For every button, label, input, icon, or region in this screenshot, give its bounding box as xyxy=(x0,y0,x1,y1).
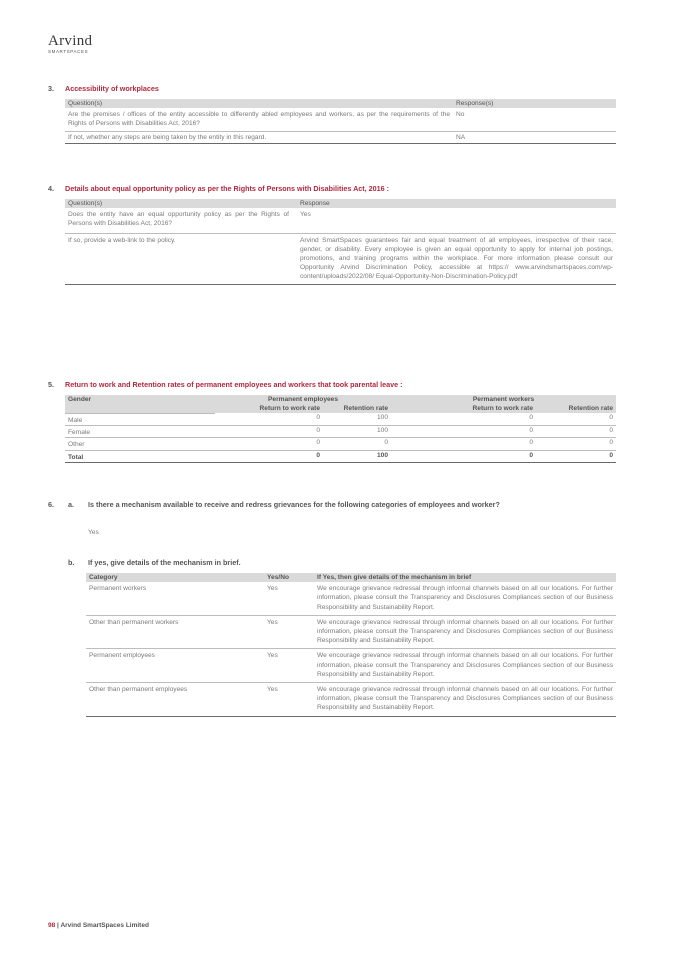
gender-cell: Female xyxy=(65,426,215,438)
value-cell: 100 xyxy=(323,450,391,462)
col-response: Response(s) xyxy=(453,99,616,108)
gender-cell: Other xyxy=(65,438,215,450)
group-permanent-workers: Permanent workers xyxy=(391,395,616,404)
category-cell: Permanent workers xyxy=(86,582,264,615)
company-logo xyxy=(48,34,92,54)
value-cell: 0 xyxy=(215,426,323,438)
item-a-question: Is there a mechanism available to receive and redress grievances for the following categories of employees and worker? xyxy=(88,500,500,509)
value-cell: 100 xyxy=(323,426,391,438)
item-a-letter: a. xyxy=(68,500,74,509)
answer-cell: No xyxy=(453,108,616,131)
col-return-rate-employees: Return to work rate xyxy=(215,404,323,413)
value-cell: 0 xyxy=(391,438,536,450)
page-number: 98 xyxy=(48,922,56,929)
answer-cell: Arvind SmartSpaces guarantees fair and equal treatment of all employees, irrespective of their race, gender, or disability. Every employee is given an equal opportunity to apply for internal job postings, promotions, and training programs within the workplace. For more information please consult our Opportunity Arvind Discrimination Policy, accessible at https:// www.arvindsmartspaces.com/wp-content/uploads/2022/08/ Equal-Opportunity-Non-Discrimination-Policy.pdf xyxy=(297,233,616,284)
col-return-rate-workers: Return to work rate xyxy=(391,404,536,413)
table-row xyxy=(65,108,616,131)
question-cell: If not, whether any steps are being taken by the entity in this regard. xyxy=(65,131,453,143)
group-permanent-employees: Permanent employees xyxy=(215,395,391,404)
parental-leave-table xyxy=(65,395,616,463)
value-cell: 0 xyxy=(215,413,323,425)
col-retention-rate-employees: Retention rate xyxy=(323,404,391,413)
section-3-number: 3. xyxy=(48,84,54,93)
mechanism-cell: We encourage grievance redressal through informal channels based on all our locations. For further information, please consult the Transparency and Disclosures Compliances section of our Business Responsibility and Sustainability Report. xyxy=(314,615,616,649)
yes-no-cell: Yes xyxy=(264,683,314,717)
table-row xyxy=(86,683,616,717)
gender-cell: Total xyxy=(65,450,215,462)
answer-cell: Yes xyxy=(297,208,616,233)
section-5-number: 5. xyxy=(48,380,54,389)
logo-wordmark: Arvind xyxy=(48,33,93,49)
table-row xyxy=(65,413,616,425)
category-cell: Permanent employees xyxy=(86,649,264,683)
col-question: Question(s) xyxy=(65,199,297,208)
item-a-answer: Yes xyxy=(88,529,99,536)
yes-no-cell: Yes xyxy=(264,582,314,615)
footer-company: Arvind SmartSpaces Limited xyxy=(60,922,149,929)
item-b-question: If yes, give details of the mechanism in brief. xyxy=(88,558,241,567)
col-retention-rate-workers: Retention rate xyxy=(536,404,616,413)
col-question: Question(s) xyxy=(65,99,453,108)
grievance-mechanism-table xyxy=(86,573,616,717)
question-cell: If so, provide a web-link to the policy. xyxy=(65,233,297,284)
item-b-letter: b. xyxy=(68,558,75,567)
table-row xyxy=(86,649,616,683)
section-4-title: Details about equal opportunity policy as per the Rights of Persons with Disabilities Act, 2016 : xyxy=(65,184,390,193)
logo-subtitle: SMARTSPACES xyxy=(48,49,89,54)
table-row xyxy=(65,208,616,233)
table-row xyxy=(86,615,616,649)
section-4-number: 4. xyxy=(48,184,54,193)
category-cell: Other than permanent employees xyxy=(86,683,264,717)
table-row xyxy=(65,233,616,284)
value-cell: 0 xyxy=(391,426,536,438)
table-row-total xyxy=(65,450,616,462)
answer-cell: NA xyxy=(453,131,616,143)
col-gender: Gender xyxy=(65,395,215,413)
section-6-number: 6. xyxy=(48,500,54,509)
gender-cell: Male xyxy=(65,413,215,425)
accessibility-table xyxy=(65,99,616,144)
mechanism-cell: We encourage grievance redressal through informal channels based on all our locations. For further information, please consult the Transparency and Disclosures Compliances section of our Business Responsibility and Sustainability Report. xyxy=(314,582,616,615)
table-row xyxy=(65,438,616,450)
question-cell: Are the premises / offices of the entity accessible to differently abled employees and workers, as per the requirements of the Rights of Persons with Disabilities Act, 2016? xyxy=(65,108,453,131)
yes-no-cell: Yes xyxy=(264,649,314,683)
mechanism-cell: We encourage grievance redressal through informal channels based on all our locations. For further information, please consult the Transparency and Disclosures Compliances section of our Business Responsibility and Sustainability Report. xyxy=(314,649,616,683)
col-response: Response xyxy=(297,199,616,208)
value-cell: 0 xyxy=(323,438,391,450)
col-category: Category xyxy=(86,573,264,582)
table-row xyxy=(86,582,616,615)
section-3-title: Accessibility of workplaces xyxy=(65,84,159,93)
table-row xyxy=(65,426,616,438)
mechanism-cell: We encourage grievance redressal through informal channels based on all our locations. For further information, please consult the Transparency and Disclosures Compliances section of our Business Responsibility and Sustainability Report. xyxy=(314,683,616,717)
value-cell: 0 xyxy=(536,426,616,438)
value-cell: 0 xyxy=(215,438,323,450)
value-cell: 100 xyxy=(323,413,391,425)
value-cell: 0 xyxy=(215,450,323,462)
table-row xyxy=(65,131,616,143)
value-cell: 0 xyxy=(391,413,536,425)
col-yes-no: Yes/No xyxy=(264,573,314,582)
col-mechanism: If Yes, then give details of the mechanism in brief xyxy=(314,573,616,582)
category-cell: Other than permanent workers xyxy=(86,615,264,649)
yes-no-cell: Yes xyxy=(264,615,314,649)
value-cell: 0 xyxy=(536,438,616,450)
value-cell: 0 xyxy=(536,450,616,462)
question-cell: Does the entity have an equal opportunity policy as per the Rights of Persons with Disabilities Act, 2016? xyxy=(65,208,297,233)
value-cell: 0 xyxy=(391,450,536,462)
equal-opportunity-table xyxy=(65,199,616,285)
footer-separator: | xyxy=(57,922,61,929)
section-5-title: Return to work and Retention rates of permanent employees and workers that took parental leave : xyxy=(65,380,403,389)
value-cell: 0 xyxy=(536,413,616,425)
page-footer xyxy=(48,922,149,929)
